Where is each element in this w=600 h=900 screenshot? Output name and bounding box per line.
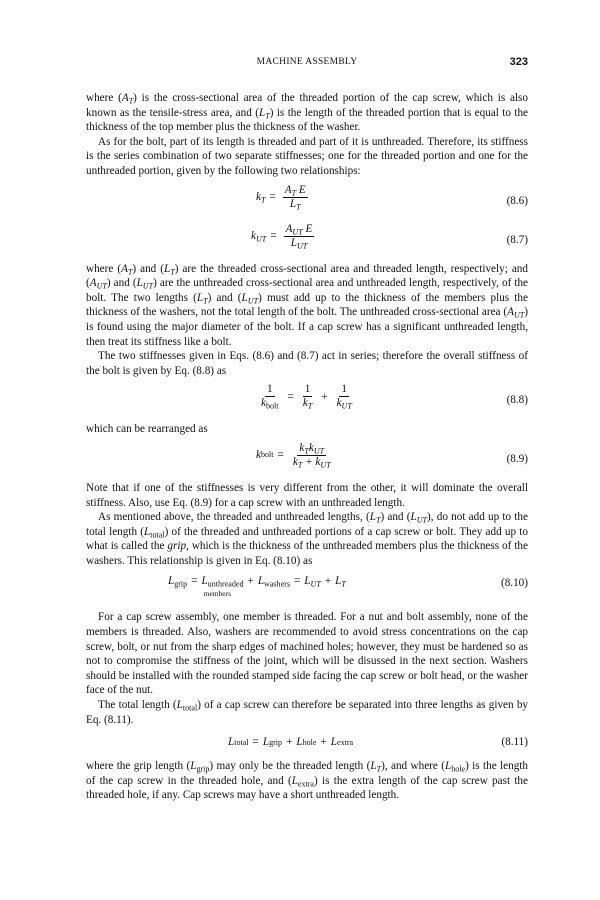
paragraph-5: which can be rearranged as — [86, 423, 208, 436]
paragraph-4: The two stiffnesses given in Eqs. (8.6) and (8.7) act in series; therefore the overall stiffness of the bolt is given by Eq. (8.8) as — [86, 350, 528, 377]
equation-8-10: $L_{grip} = L_{unthreaded}$ members + $L_{washers} = L_{UT} + L_T$ (8.10) — [168, 575, 528, 599]
equation-number: (8.9) — [506, 452, 528, 465]
equation-number: (8.11) — [501, 736, 528, 749]
running-title: MACHINE ASSEMBLY — [256, 57, 358, 67]
paragraph-7: As mentioned above, the threaded and unthreaded lengths, $(L_T)$ and $(L_{UT})$, do not add up to the total length $(L_{total})$ of the threaded and unthreaded portions of a cap screw or bolt. They add up to what is called the grip, which is the thickness of the unthreaded members plus the thickness of the washers. This relationship is given in Eq. (8.10) as — [86, 511, 528, 567]
paragraph-8: For a cap screw assembly, one member is threaded. For a nut and bolt assembly, none of the members is threaded. Also, washers are recommended to avoid stress concentrations on the cap screw, bolt, or nut from the sharp edges of machined holes; however, they must be hardened so as not to compromise the stiffness of the joint, which will be disussed in the next section. Washers should be installed with the rounded stamped side facing the cap screw or bolt head, or the washer face of the nut. — [86, 611, 528, 697]
equation-number: (8.10) — [500, 577, 528, 590]
paragraph-3: where $(A_T)$ and $(L_T)$ are the threaded cross-sectional area and threaded length, respectively; and $(A_{UT})$ and $(L_{UT})$ are the unthreaded cross-sectional area and unthreaded length, respectively, of the bolt. The two lengths $(L_T)$ and $(L_{UT})$ must add up to the thickness of the members plus the thickness of the washers, not the total length of the bolt. The unthreaded cross-sectional area $(A_{UT})$ is found using the major diameter of the bolt. If a cap screw has a significant unthreaded length, then treat its stiffness like a bolt. — [86, 262, 529, 348]
paragraph-6: Note that if one of the stiffnesses is very different from the other, it will dominate the overall stiffness. Also, use Eq. (8.9) for a cap screw with an unthreaded length. — [86, 481, 528, 509]
equation-number: (8.8) — [506, 394, 528, 407]
page-number: 323 — [509, 56, 528, 68]
paragraph-10: where the grip length $(L_{grip})$ may only be the threaded length $(L_T)$, and where $(L_{hole})$ is the length of the cap screw in the threaded hole, and $(L_{extra})$ is the extra length of the cap screw past the threaded hole, if any. Cap screws may have a short unthreaded length. — [86, 760, 529, 802]
equation-8-11: L total = L grip + L hole + L extra (8.11) — [228, 736, 528, 749]
equation-8-7: $k_{UT}$ = $\frac{A_{UT} E}{L_{UT}}$ (8.7) — [251, 222, 528, 250]
equation-number: (8.7) — [506, 233, 528, 246]
equation-number: (8.6) — [506, 194, 528, 207]
equation-8-6: $k_T$ = $\frac{A_T E}{L_T}$ (8.6) — [256, 183, 528, 211]
paragraph-2: As for the bolt, part of its length is threaded and part of it is unthreaded. Therefore, its stiffness is the series combination of two separate stiffnesses; one for the threaded portion and one for the unthreaded portion, given by the following two relationships: — [86, 135, 528, 177]
equation-8-9: k bolt = $\frac{k_Tk_{UT}}{k_T + k_{UT}}$ (8.9) — [256, 441, 528, 470]
paragraph-9: The total length $(L_{total})$ of a cap screw can therefore be separated into three lengths as given by Eq. (8.11). — [86, 699, 529, 726]
page-body — [86, 91, 528, 803]
paragraph-1: where $(A_T)$ is the cross-sectional area of the threaded portion of the cap screw, which is also known as the tensile-stress area, and $(L_T)$ is the length of the threaded portion that is equal to the thickness of the top member plus the thickness of the washer. — [86, 92, 529, 134]
equation-8-8: $\frac{1}{k_{bolt}}$ = $\frac{1}{k_T}$ + $\frac{1}{k_{UT}}$ (8.8) — [261, 383, 528, 411]
page-header — [86, 57, 528, 73]
